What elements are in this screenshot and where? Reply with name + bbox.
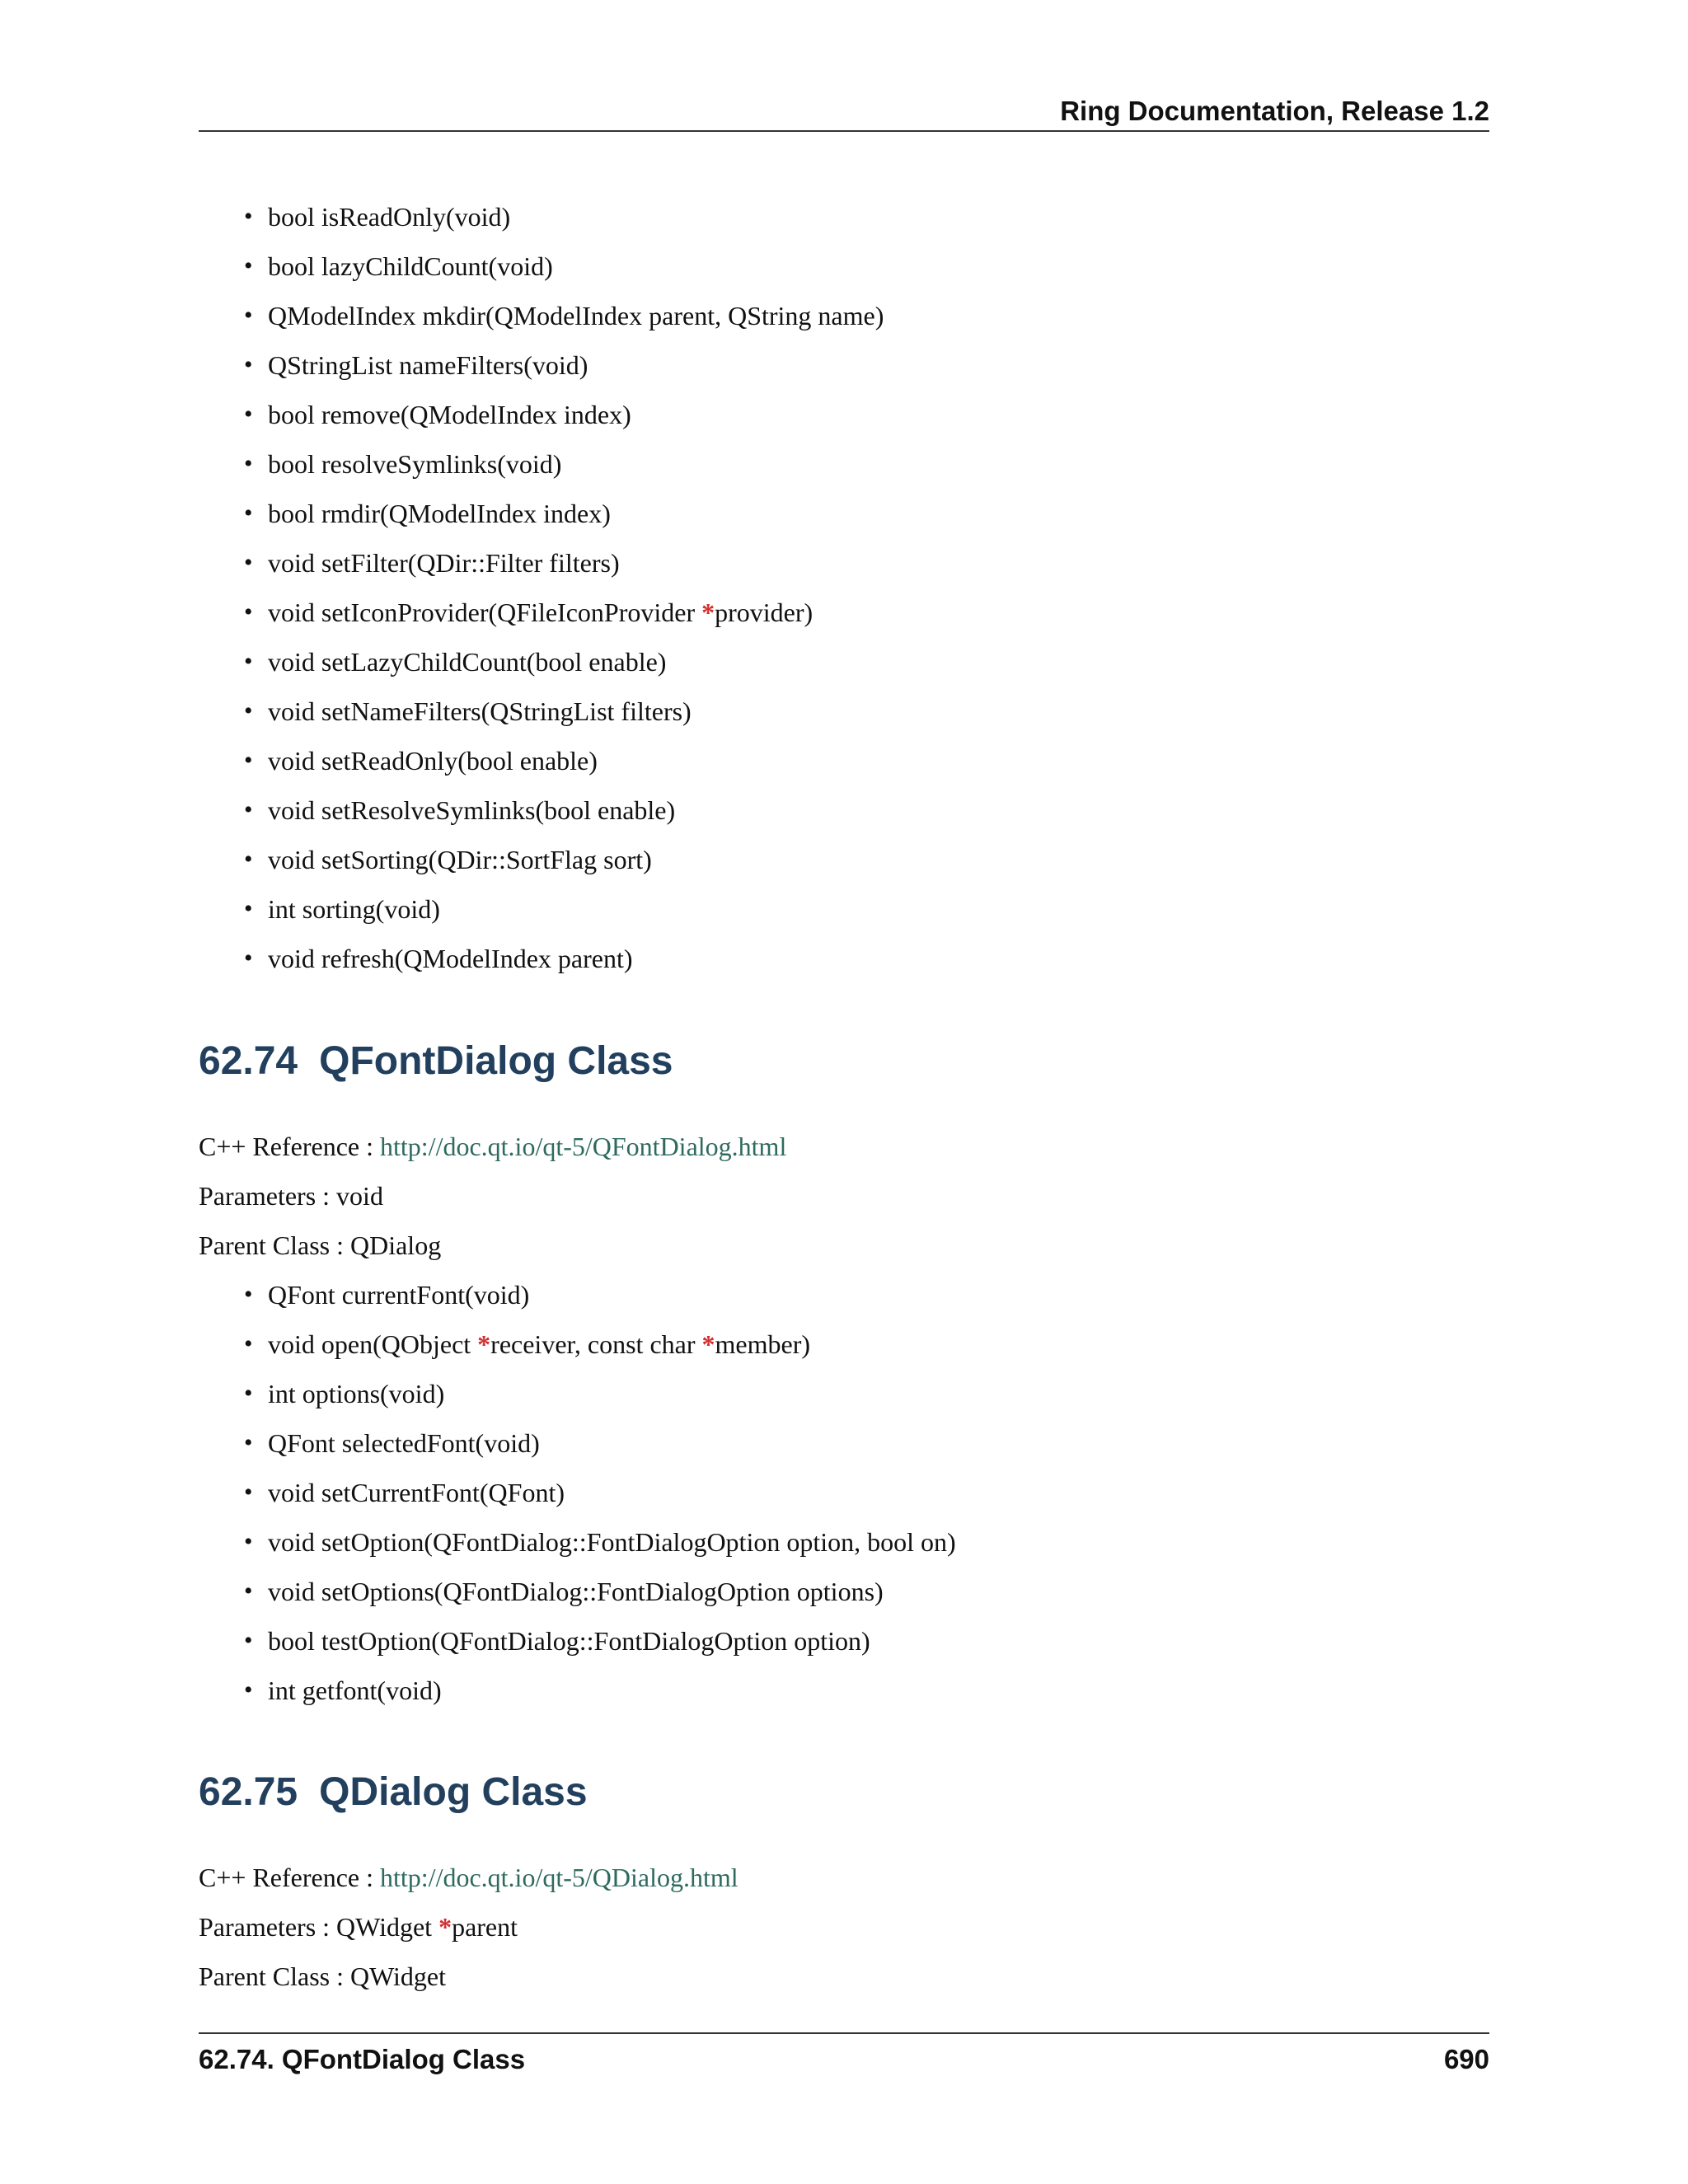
bullet-icon: • [244, 401, 253, 428]
bullet-icon: • [244, 846, 253, 873]
list-item [199, 588, 884, 637]
list-item [199, 390, 884, 439]
method-signature-text: QStringList nameFilters(void) [268, 350, 588, 380]
pointer-asterisk: * [701, 598, 715, 627]
page-footer [199, 2032, 1489, 2083]
bullet-icon: • [244, 697, 253, 724]
bullet-icon: • [244, 1380, 253, 1407]
method-signature-text: void setFilter(QDir::Filter filters) [268, 548, 620, 578]
list-item [199, 192, 884, 241]
cpp-reference-line [199, 1853, 738, 1902]
list-item [199, 1319, 956, 1369]
parent-class-line [199, 1221, 441, 1270]
method-signature-text: void setIconProvider(QFileIconProvider [268, 598, 702, 627]
pointer-asterisk: * [477, 1329, 491, 1359]
list-item [199, 1616, 956, 1666]
list-item [199, 1418, 956, 1468]
method-signature-text: member) [715, 1329, 810, 1359]
bullet-icon: • [244, 1627, 253, 1654]
bullet-icon: • [244, 252, 253, 279]
bullet-icon: • [244, 302, 253, 329]
bullet-icon: • [244, 1479, 253, 1506]
pointer-asterisk: * [701, 1329, 715, 1359]
bullet-icon: • [244, 1281, 253, 1308]
method-signature-text: void setLazyChildCount(bool enable) [268, 647, 667, 677]
list-item [199, 1567, 956, 1616]
method-signature-text: QModelIndex mkdir(QModelIndex parent, QString name) [268, 301, 884, 330]
method-signature-text: void setResolveSymlinks(bool enable) [268, 795, 676, 825]
bullet-icon: • [244, 203, 253, 230]
method-signature-text: void open(QObject [268, 1329, 478, 1359]
method-signature-text: bool isReadOnly(void) [268, 202, 511, 232]
bullet-icon: • [244, 648, 253, 675]
method-signature-text: int options(void) [268, 1379, 445, 1408]
section-heading-qdialog [199, 1768, 588, 1817]
list-item [199, 1666, 956, 1715]
cpp-reference-link[interactable]: http://doc.qt.io/qt-5/QFontDialog.html [380, 1132, 787, 1161]
list-item [199, 439, 884, 489]
parameters-label: Parameters : [199, 1181, 337, 1211]
list-item [199, 736, 884, 785]
parameters-name: parent [452, 1912, 518, 1942]
bullet-icon: • [244, 499, 253, 527]
parameters-line [199, 1171, 383, 1221]
method-signature-text: bool testOption(QFontDialog::FontDialogOption option) [268, 1626, 870, 1656]
parent-class-label: Parent Class : [199, 1230, 350, 1260]
bullet-icon: • [244, 944, 253, 972]
bullet-icon: • [244, 1577, 253, 1605]
document-title: Ring Documentation, Release 1.2 [1060, 96, 1489, 126]
list-item [199, 241, 884, 291]
cpp-reference-label: C++ Reference : [199, 1132, 380, 1161]
method-signature-text: bool rmdir(QModelIndex index) [268, 499, 611, 528]
list-item [199, 340, 884, 390]
method-signature-text: bool remove(QModelIndex index) [268, 400, 631, 429]
method-signature-text: receiver, const char [490, 1329, 702, 1359]
method-signature-text: bool lazyChildCount(void) [268, 251, 553, 281]
parent-class-label: Parent Class : [199, 1961, 350, 1991]
method-signature-text: QFont selectedFont(void) [268, 1428, 540, 1458]
bullet-icon: • [244, 747, 253, 774]
bullet-icon: • [244, 1676, 253, 1704]
method-list-qfontdialog [199, 1270, 956, 1715]
section-number: 62.74 [199, 1039, 298, 1083]
method-signature-text: void setSorting(QDir::SortFlag sort) [268, 845, 652, 874]
section-heading-qfontdialog [199, 1037, 673, 1086]
list-item [199, 934, 884, 983]
bullet-icon: • [244, 1429, 253, 1456]
bullet-icon: • [244, 1330, 253, 1357]
method-signature-text: QFont currentFont(void) [268, 1280, 530, 1310]
bullet-icon: • [244, 351, 253, 378]
page-header [199, 92, 1489, 132]
parameters-value: void [336, 1181, 383, 1211]
list-item [199, 637, 884, 687]
method-signature-text: int getfont(void) [268, 1675, 442, 1705]
method-list-qfilesystemmodel [199, 192, 884, 983]
parameters-label: Parameters : [199, 1912, 337, 1942]
list-item [199, 884, 884, 934]
page-number: 690 [1443, 2044, 1489, 2074]
list-item [199, 1517, 956, 1567]
method-signature-text: int sorting(void) [268, 894, 440, 924]
method-signature-text: void setNameFilters(QStringList filters) [268, 696, 692, 726]
parent-class-value: QDialog [349, 1230, 442, 1260]
list-item [199, 835, 884, 884]
cpp-reference-label: C++ Reference : [199, 1863, 380, 1892]
parameters-type: QWidget [336, 1912, 439, 1942]
bullet-icon: • [244, 796, 253, 823]
method-signature-text: provider) [715, 598, 814, 627]
method-signature-text: void setOptions(QFontDialog::FontDialogOption options) [268, 1577, 884, 1606]
list-item [199, 1468, 956, 1517]
bullet-icon: • [244, 549, 253, 576]
bullet-icon: • [244, 598, 253, 626]
bullet-icon: • [244, 1528, 253, 1555]
bullet-icon: • [244, 895, 253, 922]
section-title-text: QFontDialog Class [319, 1039, 673, 1083]
list-item [199, 1270, 956, 1319]
method-signature-text: bool resolveSymlinks(void) [268, 449, 562, 479]
list-item [199, 1369, 956, 1418]
pointer-asterisk: * [438, 1912, 452, 1942]
list-item [199, 489, 884, 538]
parent-class-value: QWidget [349, 1961, 446, 1991]
list-item [199, 291, 884, 340]
method-signature-text: void setOption(QFontDialog::FontDialogOption option, bool on) [268, 1527, 956, 1557]
method-signature-text: void setReadOnly(bool enable) [268, 746, 598, 776]
method-signature-text: void setCurrentFont(QFont) [268, 1478, 565, 1507]
footer-section-title: 62.74. QFontDialog Class [199, 2044, 526, 2074]
list-item [199, 785, 884, 835]
section-number: 62.75 [199, 1770, 298, 1814]
section-title-text: QDialog Class [319, 1770, 588, 1814]
bullet-icon: • [244, 450, 253, 477]
method-signature-text: void refresh(QModelIndex parent) [268, 944, 633, 973]
list-item [199, 538, 884, 588]
list-item [199, 687, 884, 736]
cpp-reference-line [199, 1122, 786, 1171]
parent-class-line [199, 1952, 446, 2001]
parameters-line [199, 1902, 518, 1952]
cpp-reference-link[interactable]: http://doc.qt.io/qt-5/QDialog.html [380, 1863, 738, 1892]
